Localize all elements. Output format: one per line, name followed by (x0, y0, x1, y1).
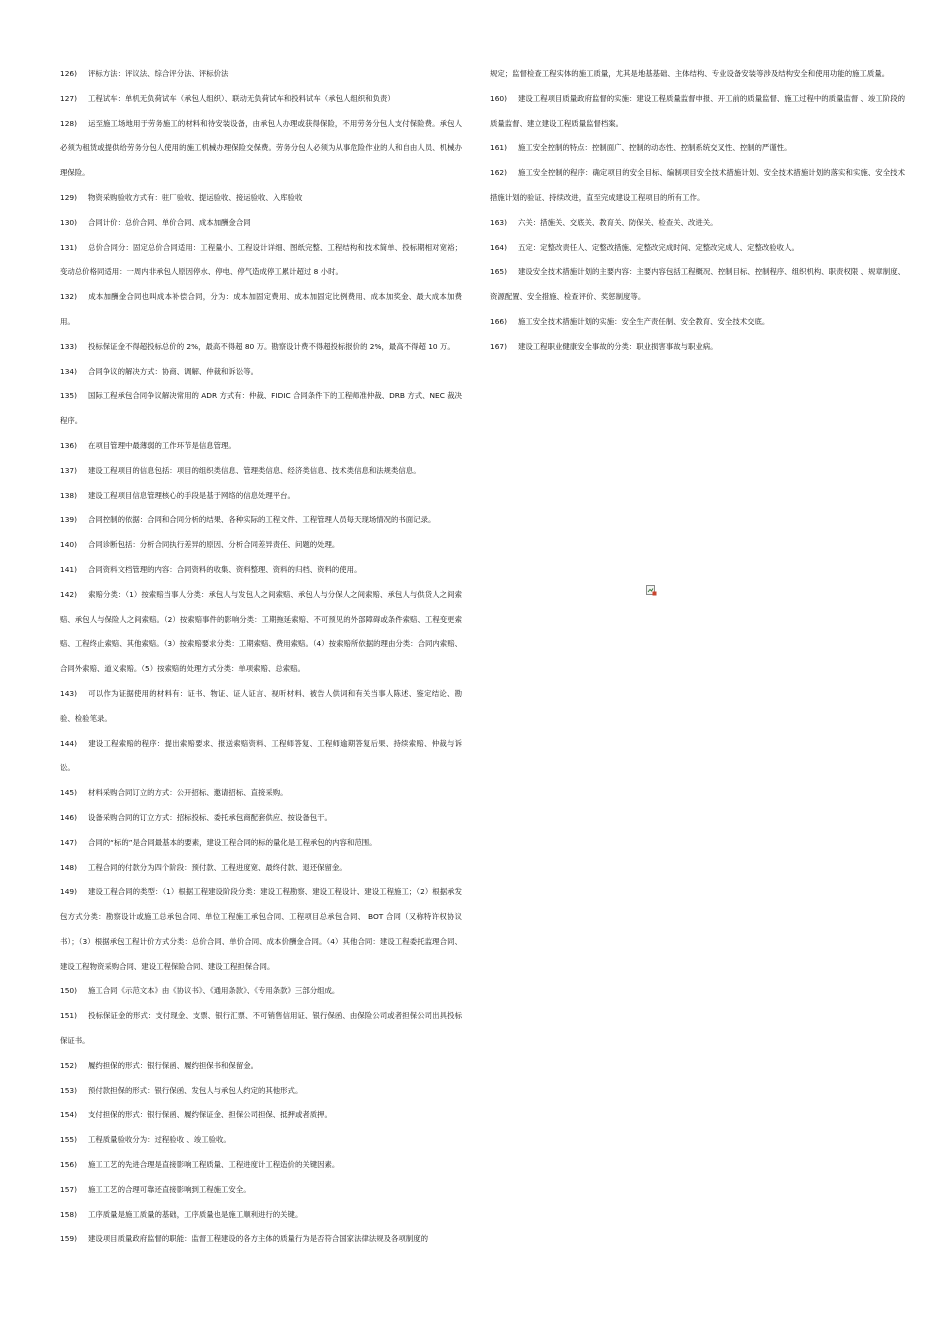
list-item (60, 1103, 462, 1128)
item-number: 160) (490, 93, 507, 103)
item-number: 140) (60, 540, 77, 550)
item-text: 五定：定整改责任人、定整改措施、定整改完成时间、定整改完成人、定整改验收人。 (518, 242, 799, 252)
continuation-paragraph: 规定；监督检查工程实体的施工质量，尤其是地基基础、主体结构、专业设备安装等涉及结构安全和使用功能的施工质量。 (490, 69, 890, 78)
list-item (60, 508, 462, 533)
item-text: 履约担保的形式：银行保函、履约担保书和保留金。 (88, 1060, 258, 1070)
item-number: 166) (490, 316, 507, 326)
list-item (60, 211, 462, 236)
item-number: 151) (60, 1011, 77, 1021)
item-number: 165) (490, 267, 507, 277)
item-text: 建设工程索赔的程序：提出索赔要求、报送索赔资料、工程师答复、工程师逾期答复后果、持续索赔、仲裁与诉讼。 (60, 738, 462, 773)
list-item (490, 211, 905, 236)
item-number: 152) (60, 1060, 77, 1070)
item-number: 143) (60, 688, 77, 698)
list-item (60, 384, 462, 434)
list-item (60, 335, 462, 360)
item-text: 投标保证金的形式：支付现金、支票、银行汇票、不可销售信用证、银行保函、由保险公司或者担保公司出具投标保证书。 (60, 1011, 462, 1046)
broken-image-icon (646, 585, 657, 596)
list-item (490, 236, 905, 261)
item-text: 施工安全技术措施计划的实施：安全生产责任制、安全教育、安全技术交底。 (518, 316, 770, 326)
list-item (60, 856, 462, 881)
item-text: 建设工程合同的类型：（1）根据工程建设阶段分类：建设工程勘察、建设工程设计、建设工程施工；（2）根据承发包方式分类：勘察设计或施工总承包合同、单位工程施工承包合同、工程项目总承包合同、 BOT 合同（又称特许权协议书）；（3）根据承包工程计价方式分类：总价合同、单价合同、成本价酬金合同。（4）其他合同：建设工程委托监理合同、建设工程物资采购合同、建设工程保险合同、建设工程担保合同。 (60, 887, 462, 971)
item-text: 施工安全控制的程序：确定项目的安全目标、编制项目安全技术措施计划、安全技术措施计划的落实和实施、安全技术措施计划的验证、持续改进，直至完成建设工程项目的所有工作。 (490, 168, 905, 202)
item-text: 合同控制的依据：合同和合同分析的结果、各种实际的工程文件、工程管理人员每天现场情况的书面记录。 (88, 515, 436, 525)
item-text: 合同争议的解决方式：协商、调解、仲裁和诉讼等。 (88, 366, 258, 376)
item-text: 支付担保的形式：银行保函、履约保证金、担保公司担保、抵押或者质押。 (88, 1110, 332, 1120)
list-item (490, 161, 905, 211)
item-text: 工程试车：单机无负荷试车（承包人组织）、联动无负荷试车和投料试车（承包人组织和负责） (88, 93, 395, 103)
list-item (60, 186, 462, 211)
item-text: 在项目管理中最薄弱的工作环节是信息管理。 (88, 440, 236, 450)
item-number: 129) (60, 192, 77, 202)
list-item (60, 558, 462, 583)
item-number: 159) (60, 1234, 77, 1244)
list-item (60, 459, 462, 484)
item-number: 156) (60, 1160, 77, 1170)
item-number: 144) (60, 738, 77, 748)
list-item (60, 434, 462, 459)
item-text: 建设安全技术措施计划的主要内容：主要内容包括工程概况、控制目标、控制程序、组织机构、职责权限 、规章制度、资源配置、安全措施、检查评价、奖惩制度等。 (490, 267, 905, 302)
item-number: 127) (60, 93, 77, 103)
item-text: 评标方法：评议法、综合评分法、评标价法 (88, 69, 229, 78)
item-text: 建设工程职业健康安全事故的分类：职业损害事故与职业病。 (518, 341, 718, 351)
list-item (60, 1153, 462, 1178)
item-text: 总价合同分：固定总价合同适用：工程量小、工程设计详细、图纸完整、工程结构和技术简单、投标期相对宽裕； 变动总价格同适用：一周内非承包人原因停水、停电、停气造成停工累计超过 8 小时。 (60, 242, 462, 277)
item-text: 合同计价：总价合同、单价合同、成本加酬金合同 (88, 217, 251, 227)
item-text: 国际工程承包合同争议解决常用的 ADR 方式有：仲裁、FIDIC 合同条件下的工程师准仲裁、DRB 方式、NEC 裁决程序。 (60, 391, 462, 426)
list-item (60, 533, 462, 558)
list-item (490, 260, 905, 310)
item-number: 136) (60, 440, 77, 450)
list-item (60, 1128, 462, 1153)
list-item (60, 484, 462, 509)
list-item (490, 335, 905, 360)
list-item (60, 360, 462, 385)
item-number: 155) (60, 1135, 77, 1145)
list-item (490, 136, 905, 161)
right-column (490, 62, 905, 360)
item-number: 126) (60, 69, 77, 78)
item-text: 六关：措施关、交底关、教育关、防保关、检查关、改进关。 (518, 217, 718, 227)
item-number: 131) (60, 242, 77, 252)
item-number: 137) (60, 465, 77, 475)
list-item (60, 583, 462, 682)
item-number: 132) (60, 292, 77, 302)
list-item (60, 87, 462, 112)
item-text: 合同诊断包括：分析合同执行差异的原因、分析合同差异责任、问题的处理。 (88, 540, 340, 550)
item-number: 153) (60, 1085, 77, 1095)
item-number: 130) (60, 217, 77, 227)
list-item (60, 880, 462, 979)
item-text: 工程合同的付款分为四个阶段：预付款、工程进度宽、最终付款、退还保留金。 (88, 862, 347, 872)
item-text: 材料采购合同订立的方式：公开招标、邀请招标、直接采购。 (88, 788, 288, 798)
item-text: 设备采购合同的订立方式：招标投标、委托承包商配套供应、按设备包干。 (88, 812, 332, 822)
list-item (60, 62, 462, 87)
item-number: 167) (490, 341, 507, 351)
item-text: 施工合同《示范文本》由《协议书》、《通用条款》、《专用条款》三部分组成。 (88, 986, 340, 996)
list-item (60, 1054, 462, 1079)
item-text: 建设工程项目的信息包括：项目的组织类信息、管理类信息、经济类信息、技术类信息和法规类信息。 (88, 465, 421, 475)
item-text: 施工工艺的先进合理是直接影响工程质量、工程进度计工程造价的关键因素。 (88, 1160, 340, 1170)
list-item (490, 310, 905, 335)
item-text: 施工工艺的合理可靠还直接影响到工程施工安全。 (88, 1184, 251, 1194)
item-text: 建设项目质量政府监督的职能：监督工程建设的各方主体的质量行为是否符合国家法律法规及各项制度的 (88, 1234, 428, 1244)
item-text: 索赔分类：（1）按索赔当事人分类：承包人与发包人之间索赔、承包人与分保人之间索赔、承包人与供货人之间索赔、承包人与保险人之间索赔。（2）按索赔事件的影响分类：工期拖延索赔、不可预见的外部障碍或条件索赔、工程变更索赔、工程终止索赔、其他索赔。（3）按索赔要求分类：工期索赔、费用索赔。（4）按索赔所依据的理由分类：合同内索赔、合同外索赔、道义索赔。（5）按索赔的处理方式分类：单项索赔、总索赔。 (60, 589, 462, 674)
item-number: 139) (60, 515, 77, 525)
item-number: 164) (490, 242, 507, 252)
item-number: 141) (60, 564, 77, 574)
item-number: 146) (60, 812, 77, 822)
item-number: 162) (490, 168, 507, 178)
item-number: 142) (60, 589, 77, 599)
item-number: 163) (490, 217, 507, 227)
item-number: 134) (60, 366, 77, 376)
list-item (60, 831, 462, 856)
item-number: 149) (60, 887, 77, 897)
item-text: 合同的“标的”是合同最基本的要素，建设工程合同的标的量化是工程承包的内容和范围。 (88, 837, 377, 847)
item-number: 154) (60, 1110, 77, 1120)
item-text: 预付款担保的形式：银行保函、发包人与承包人约定的其他形式。 (88, 1085, 303, 1095)
list-item (60, 236, 462, 286)
right-item-list (490, 87, 905, 360)
item-number: 157) (60, 1184, 77, 1194)
item-text: 运至施工场地用于劳务施工的材料和待安装设备，由承包人办理或获得保险，不用劳务分包人支付保险费。承包人必须为租赁或提供给劳务分包人使用的施工机械办理保险交保费。劳务分包人必须为从事危险作业的人和自由人员、机械办理保险。 (60, 118, 462, 178)
list-item (60, 1203, 462, 1228)
list-item (60, 1178, 462, 1203)
item-number: 128) (60, 118, 77, 128)
list-item (60, 732, 462, 782)
item-number: 158) (60, 1209, 77, 1219)
item-number: 145) (60, 788, 77, 798)
list-item (60, 1227, 462, 1252)
item-number: 150) (60, 986, 77, 996)
list-item (490, 87, 905, 137)
item-text: 施工安全控制的特点：控制面广、控制的动态性、控制系统交叉性、控制的严谨性。 (518, 143, 792, 153)
left-column (60, 62, 462, 1252)
item-text: 合同资料文档管理的内容：合同资料的收集、资料整理、资料的归档、资料的使用。 (88, 564, 362, 574)
item-text: 工程质量验收分为：过程验收 、竣工验收。 (88, 1135, 231, 1145)
item-number: 135) (60, 391, 77, 401)
item-text: 建设工程项目质量政府监督的实施：建设工程质量监督申报、开工前的质量监督、施工过程中的质量监督 、竣工阶段的质量监督、建立建设工程质量监督档案。 (490, 93, 905, 128)
item-text: 成本加酬金合同也叫成本补偿合同，分为：成本加固定费用、成本加固定比例费用、成本加奖金、最大成本加费用。 (60, 292, 462, 326)
item-number: 147) (60, 837, 77, 847)
item-text: 可以作为证据使用的材料有：证书、物证、证人证言、视听材料、被告人供词和有关当事人陈述、鉴定结论、勘验、检验笔录。 (60, 688, 462, 723)
item-number: 138) (60, 490, 77, 500)
item-text: 投标保证金不得超投标总价的 2%，最高不得超 80 万。勘察设计费不得超投标报价的 2%，最高不得超 10 万。 (88, 341, 455, 351)
list-item (60, 285, 462, 335)
item-number: 133) (60, 341, 77, 351)
list-item (60, 1004, 462, 1054)
list-item (60, 1079, 462, 1104)
list-item (60, 682, 462, 732)
item-text: 工序质量是施工质量的基础，工序质量也是施工顺利进行的关键。 (88, 1209, 303, 1219)
list-item (60, 112, 462, 186)
list-item (60, 979, 462, 1004)
item-number: 161) (490, 143, 507, 153)
list-item (60, 806, 462, 831)
item-text: 物资采购验收方式有：驻厂验收、提运验收、接运验收、入库验收 (88, 192, 303, 202)
list-item (60, 781, 462, 806)
item-text: 建设工程项目信息管理核心的手段是基于网络的信息处理平台。 (88, 490, 295, 500)
item-number: 148) (60, 862, 77, 872)
